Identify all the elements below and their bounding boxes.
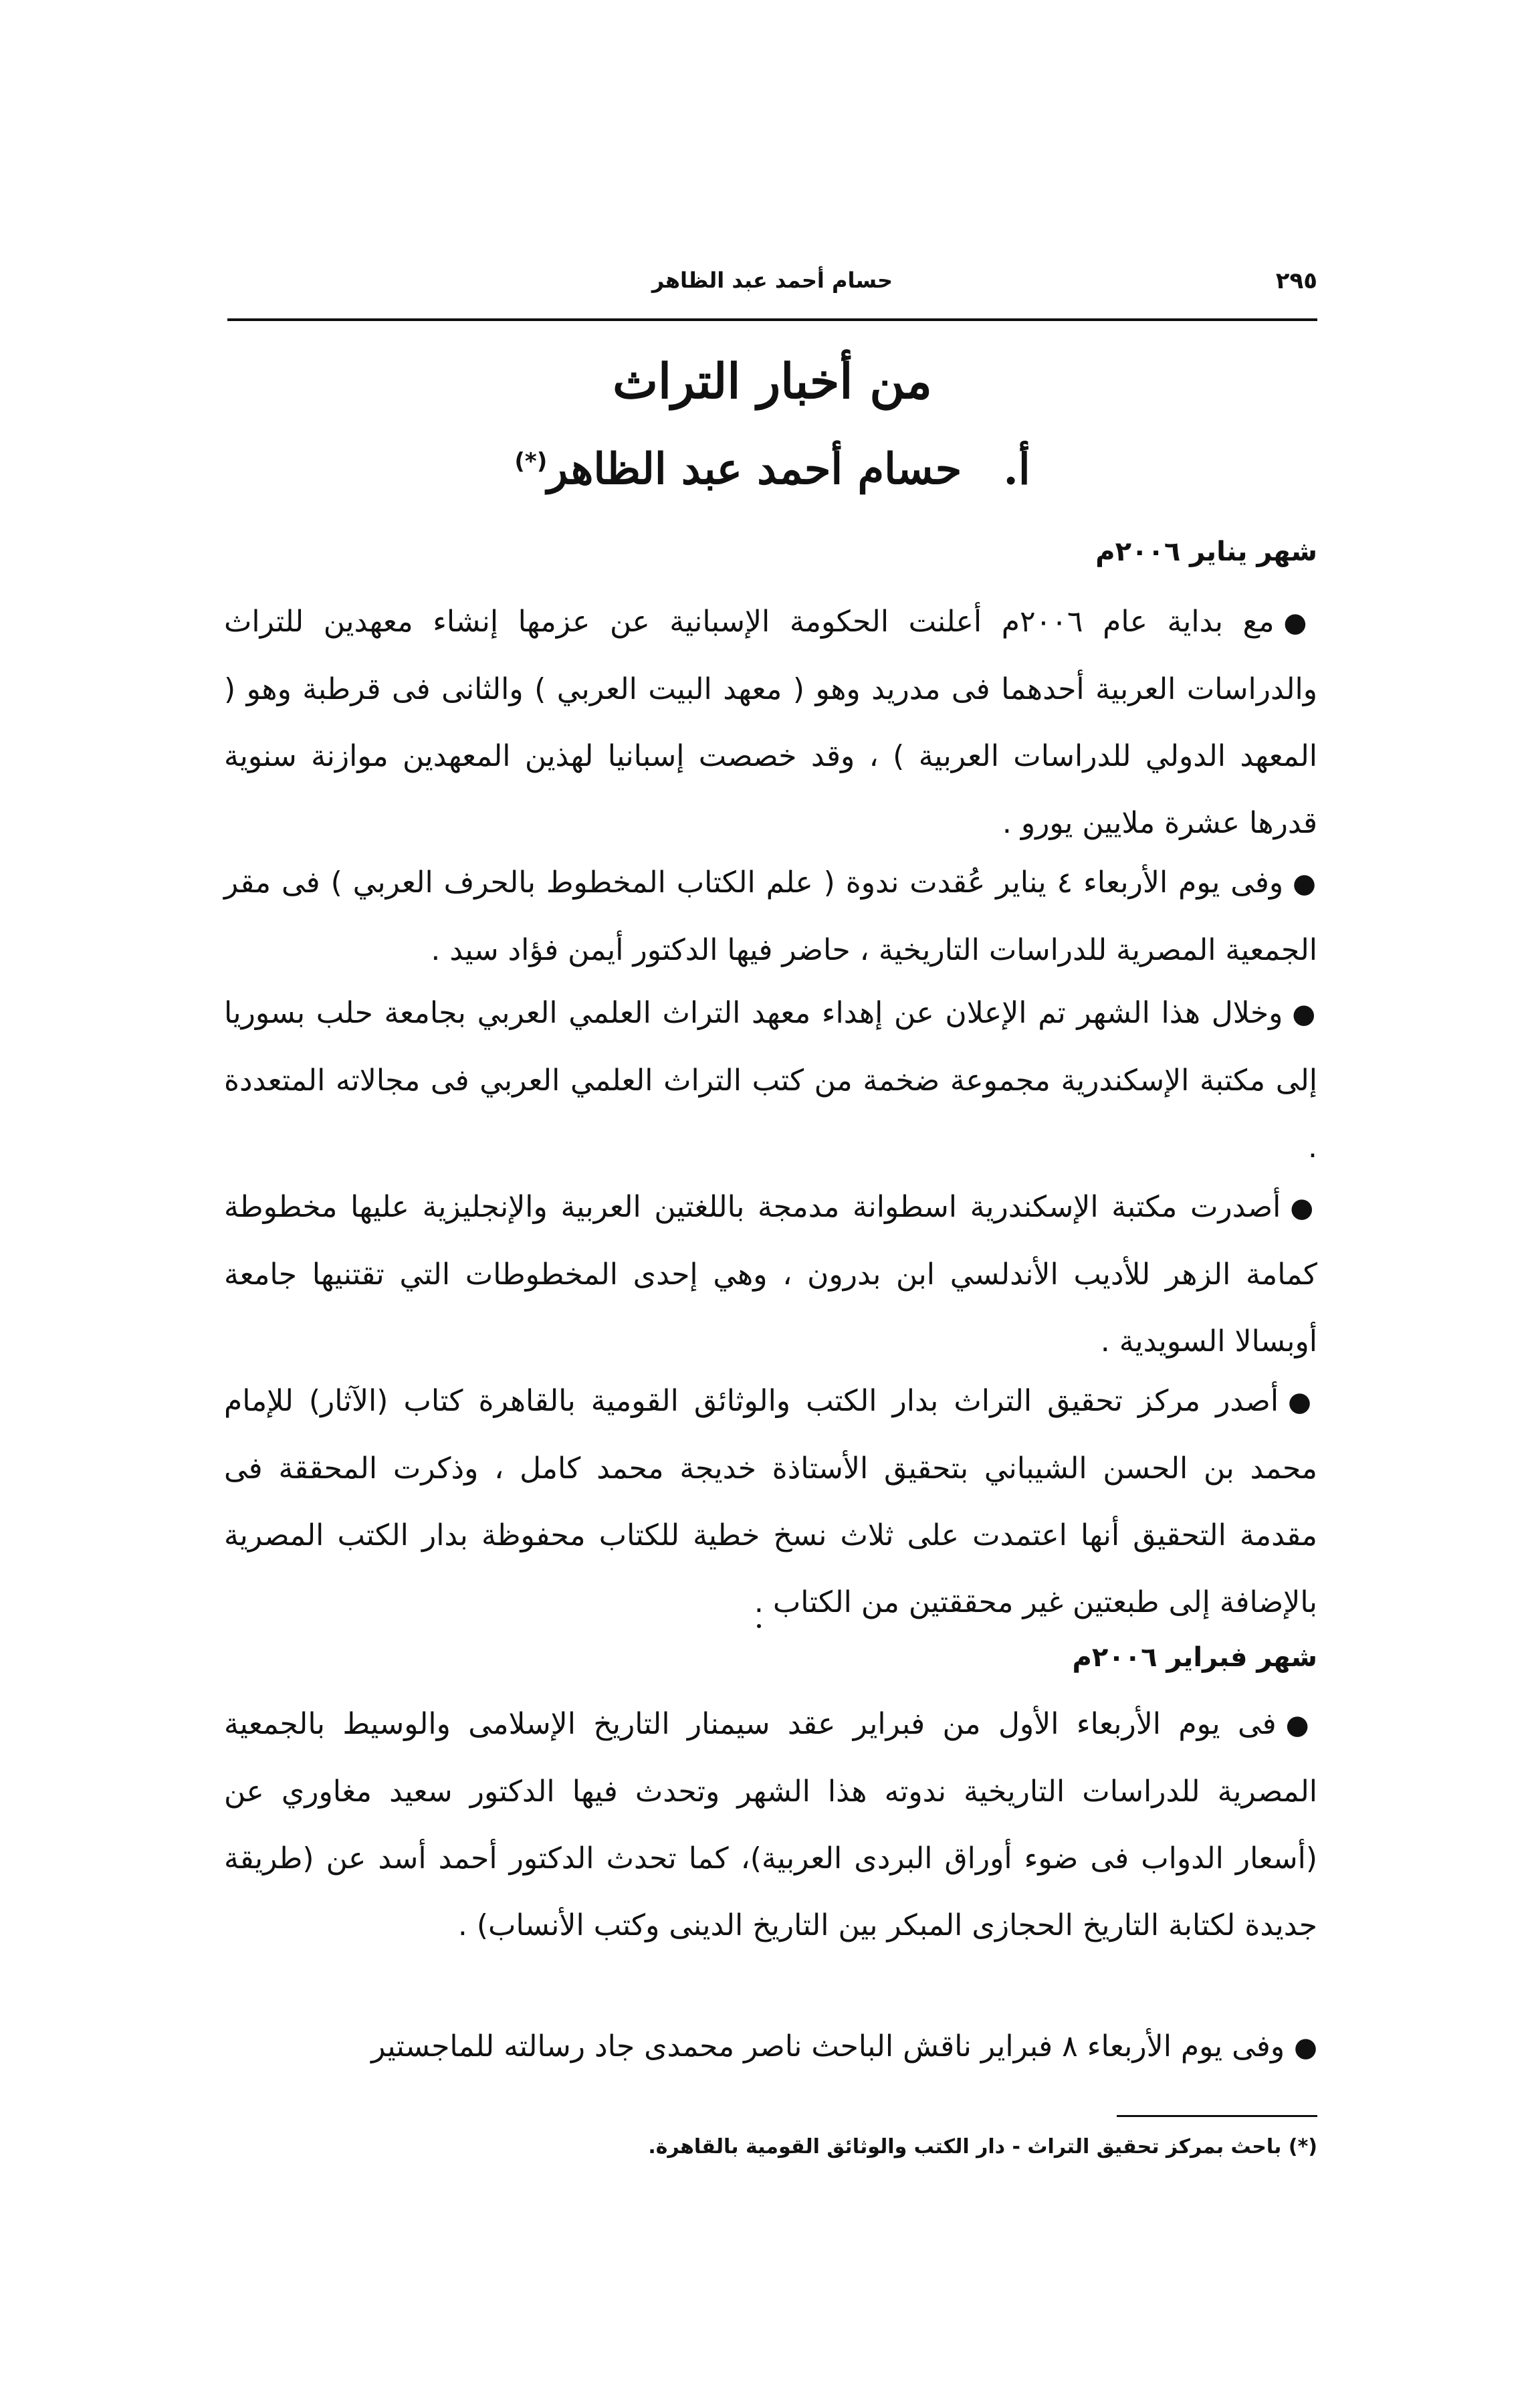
byline-prefix: أ. — [1003, 444, 1030, 495]
paragraph-text: وفى يوم الأربعاء ٨ فبراير ناقش الباحث ناصر محمدى جاد رسالته للماجستير — [371, 2029, 1285, 2064]
paragraph — [224, 1691, 1317, 1959]
paragraph-text: أصدر مركز تحقيق التراث بدار الكتب والوثائق القومية بالقاهرة كتاب (الآثار) للإمام محمد بن الحسن الشيباني بتحقيق الأستاذة خديجة محمد كامل ، وذكرت المحققة فى مقدمة التحقيق أنها اعتمدت على ثلاث نسخ خطية للكتاب محفوظة بدار الكتب المصرية بالإضافة إلى طبعتين غير محققتين من الكتاب . — [224, 1384, 1317, 1619]
running-author: حسام أحمد عبد الظاهر — [651, 268, 893, 293]
article-title: من أخبار التراث — [613, 353, 932, 409]
paragraph — [224, 1368, 1317, 1636]
paragraph-text: مع بداية عام ٢٠٠٦م أعلنت الحكومة الإسبانية عن عزمها إنشاء معهدين للتراث والدراسات العربية أحدهما فى مدريد وهو ( معهد البيت العربي ) والثانى فى قرطبة وهو ( المعهد الدولي للدراسات العربية ) ، وقد خصصت إسبانيا لهذين المعهدين موازنة سنوية قدرها عشرة ملايين يورو . — [224, 605, 1317, 840]
paragraph — [224, 980, 1317, 1181]
bullet-icon: ● — [1285, 1710, 1317, 1740]
paragraph-text: وفى يوم الأربعاء ٤ يناير عُقدت ندوة ( علم الكتاب المخطوط بالحرف العربي ) فى مقر الجمعية المصرية للدراسات التاريخية ، حاضر فيها الدكتور أيمن فؤاد سيد . — [224, 866, 1317, 967]
paragraph — [224, 2013, 1317, 2081]
paragraph — [224, 849, 1317, 984]
paragraph-text: أصدرت مكتبة الإسكندرية اسطوانة مدمجة باللغتين العربية والإنجليزية عليها مخطوطة كمامة الزهر للأديب الأندلسي ابن بدرون ، وهي إحدى المخطوطات التي تقتنيها جامعة أوبسالا السويدية . — [224, 1190, 1317, 1359]
bullet-icon: ● — [1288, 1387, 1318, 1417]
byline — [227, 428, 1317, 503]
bullet-icon: ● — [1290, 1193, 1317, 1223]
section-heading-february: شهر فبراير ٢٠٠٦م — [1072, 1642, 1317, 1673]
paragraph — [224, 1174, 1317, 1375]
bullet-icon: ● — [1283, 607, 1318, 638]
bullet-icon: ● — [1293, 868, 1317, 899]
section-heading-january: شهر يناير ٢٠٠٦م — [1095, 536, 1317, 567]
footnote-marker: (*) — [514, 448, 548, 475]
byline-author: حسام أحمد عبد الظاهر — [547, 444, 962, 495]
paragraph — [224, 589, 1317, 857]
running-header — [227, 268, 1317, 308]
paragraph-text: وخلال هذا الشهر تم الإعلان عن إهداء معهد التراث العلمي العربي بجامعة حلب بسوريا إلى مكتبة الإسكندرية مجموعة ضخمة من كتب التراث العلمي العربي فى مجالاته المتعددة . — [224, 996, 1317, 1165]
bullet-icon: ● — [1294, 2032, 1317, 2063]
footnote: (*) باحث بمركز تحقيق التراث - دار الكتب والوثائق القومية بالقاهرة. — [648, 2135, 1317, 2159]
print-speck — [757, 1624, 761, 1628]
page-number: ٢٩٥ — [1275, 268, 1317, 294]
bullet-icon: ● — [1292, 999, 1317, 1029]
paragraph-text: فى يوم الأربعاء الأول من فبراير عقد سيمنار التاريخ الإسلامى والوسيط بالجمعية المصرية للدراسات التاريخية ندوته هذا الشهر وتحدث فيها الدكتور سعيد مغاوري عن (أسعار الدواب فى ضوء أوراق البردى العربية)، كما تحدث الدكتور أحمد أسد عن (طريقة جديدة لكتابة التاريخ الحجازى المبكر بين التاريخ الدينى وكتب الأنساب) . — [224, 1707, 1317, 1942]
footnote-rule — [1117, 2115, 1317, 2117]
header-rule — [227, 318, 1317, 321]
